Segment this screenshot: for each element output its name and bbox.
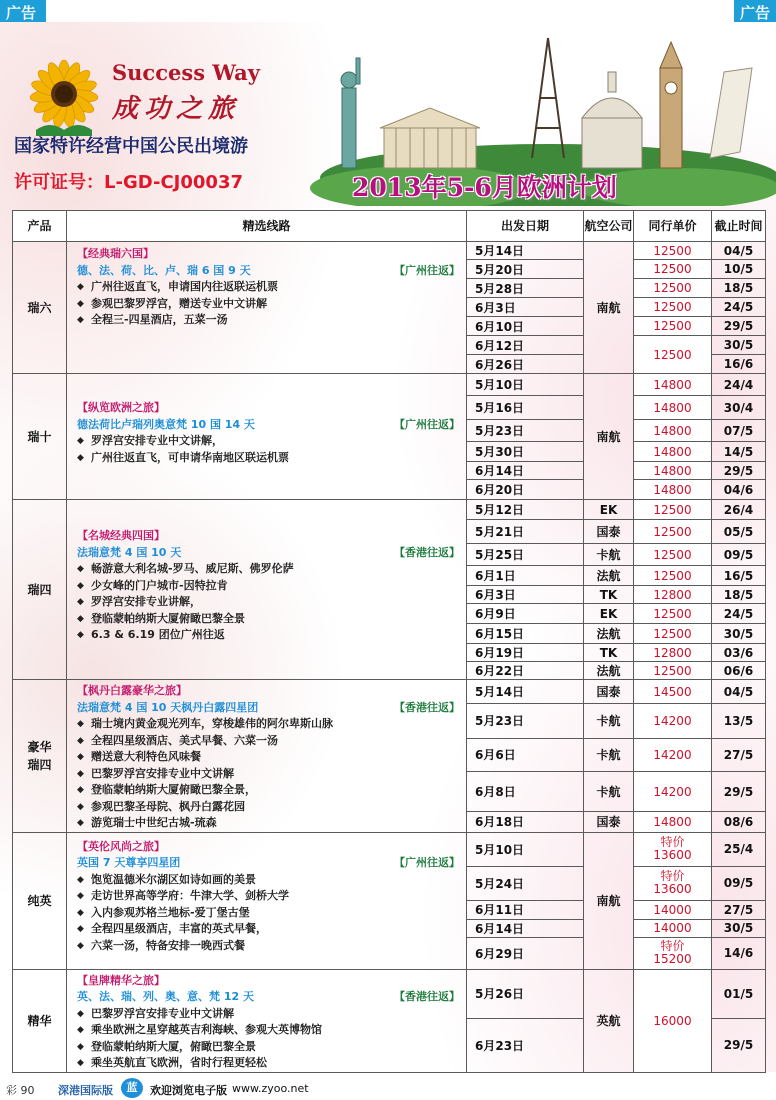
departure-date: 5月30日 (467, 442, 584, 462)
cutoff-cell: 29/5 (712, 771, 766, 811)
route-highlight: ◆ 广州往返直飞，申请国内往返联运机票 (77, 279, 460, 296)
departure-date: 5月12日 (467, 500, 584, 520)
price-value: 13600 (653, 848, 692, 862)
departure-date: 6月20日 (467, 480, 584, 500)
departure-date: 6月12日 (467, 336, 584, 355)
header-product: 产品 (13, 211, 67, 242)
header-route: 精选线路 (67, 211, 467, 242)
route-highlight: ◆ 赠送意大利特色风味餐 (77, 749, 460, 766)
departure-date: 6月3日 (467, 298, 584, 317)
route-gateway: 【香港往返】 (394, 545, 460, 559)
route-highlight: ◆ 少女峰的门户城市-因特拉肯 (77, 578, 460, 595)
cutoff-cell: 09/5 (712, 866, 766, 900)
price-cell: 12500 (634, 260, 712, 279)
price-cell: 14800 (634, 812, 712, 832)
header-price: 同行单价 (634, 211, 712, 242)
price-cell (634, 937, 712, 969)
departure-date: 6月18日 (467, 812, 584, 832)
route-highlight: ◆ 登临蒙帕纳斯大厦，俯瞰巴黎全景 (77, 1039, 460, 1056)
website-link[interactable]: www.zyoo.net (232, 1082, 309, 1095)
price-cell: 12500 (634, 298, 712, 317)
page-number: 彩 90 (6, 1084, 35, 1097)
route-cell (67, 374, 467, 500)
product-cell: 瑞四 (13, 500, 67, 680)
price-value: 15200 (653, 952, 692, 966)
price-cell: 14800 (634, 374, 712, 396)
price-cell: 14000 (634, 900, 712, 919)
route-subtitle: 【经典瑞六国】 (77, 247, 154, 260)
departure-date: 5月14日 (467, 680, 584, 704)
price-cell: 12500 (634, 500, 712, 520)
cutoff-cell: 26/4 (712, 500, 766, 520)
departure-date: 5月24日 (467, 866, 584, 900)
price-cell: 12500 (634, 317, 712, 336)
airline-cell: 国泰 (584, 520, 634, 544)
route-highlight: ◆ 参观巴黎罗浮宫，赠送专业中文讲解 (77, 296, 460, 313)
route-subtitle: 【英伦风尚之旅】 (77, 839, 165, 853)
price-cell: 12500 (634, 566, 712, 586)
departure-date: 5月25日 (467, 544, 584, 566)
route-cell (67, 832, 467, 969)
cutoff-cell: 14/5 (712, 442, 766, 462)
departure-date: 6月8日 (467, 771, 584, 811)
airline-cell: 卡航 (584, 544, 634, 566)
route-highlight: ◆ 参观巴黎圣母院、枫丹白露花园 (77, 799, 460, 816)
special-label: 特价 (660, 869, 685, 883)
route-subtitle: 【枫丹白露豪华之旅】 (77, 684, 187, 697)
table-header-row (13, 211, 766, 242)
price-cell (634, 832, 712, 866)
header (0, 22, 776, 205)
departure-date: 6月26日 (467, 355, 584, 374)
departure-date: 6月1日 (467, 566, 584, 586)
route-highlight: ◆ 瑞士境内黄金观光列车，穿梭雄伟的阿尔卑斯山脉 (77, 716, 460, 733)
route-highlight: ◆ 6.3 & 6.19 团位广州往返 (77, 627, 460, 644)
cutoff-cell: 24/4 (712, 374, 766, 396)
cutoff-cell: 07/5 (712, 420, 766, 442)
airline-cell: 法航 (584, 566, 634, 586)
route-title: 法瑞意梵 4 国 10 天枫丹白露四星团 (77, 700, 259, 714)
product-cell: 瑞六 (13, 242, 67, 374)
table-row (13, 374, 766, 396)
ad-tag-right: 广告 (734, 0, 776, 22)
departure-date: 5月20日 (467, 260, 584, 279)
airline-cell: 卡航 (584, 738, 634, 771)
route-title: 英、法、瑞、列、奥、意、梵 12 天 (77, 990, 254, 1003)
departure-date: 5月10日 (467, 832, 584, 866)
cutoff-cell: 14/6 (712, 937, 766, 969)
price-cell: 14800 (634, 462, 712, 480)
price-cell: 12500 (634, 279, 712, 298)
product-cell (13, 680, 67, 833)
route-highlight: ◆ 登临蒙帕纳斯大厦俯瞰巴黎全景， (77, 782, 460, 799)
route-highlight: ◆ 巴黎罗浮宫安排专业中文讲解 (77, 1006, 460, 1023)
cutoff-cell: 03/6 (712, 644, 766, 662)
route-title: 英国 7 天尊享四星团 (77, 856, 181, 869)
departure-date: 5月21日 (467, 520, 584, 544)
route-highlight: ◆ 罗浮宫安排专业讲解， (77, 594, 460, 611)
route-gateway: 【广州往返】 (394, 417, 460, 431)
table-row (13, 832, 766, 866)
cutoff-cell: 05/5 (712, 520, 766, 544)
airline-cell: 法航 (584, 662, 634, 680)
route-cell (67, 680, 467, 833)
brand-name-cn: 成功之旅 (112, 94, 241, 124)
route-highlight: ◆ 乘坐英航直飞欧洲，省时行程更轻松 (77, 1055, 460, 1072)
departure-date: 5月26日 (467, 969, 584, 1018)
departure-date: 6月9日 (467, 604, 584, 624)
departure-date: 6月23日 (467, 1018, 584, 1072)
airline-cell: 南航 (584, 832, 634, 969)
product-cell: 瑞十 (13, 374, 67, 500)
route-highlight: ◆ 登临蒙帕纳斯大厦俯瞰巴黎全景 (77, 611, 460, 628)
departure-date: 6月22日 (467, 662, 584, 680)
cutoff-cell: 04/6 (712, 480, 766, 500)
table-row (13, 500, 766, 520)
cutoff-cell: 06/6 (712, 662, 766, 680)
edition-label: 深港国际版 (58, 1084, 113, 1097)
cutoff-cell: 18/5 (712, 279, 766, 298)
route-highlight: ◆ 全程四星级酒店，丰富的英式早餐， (77, 921, 460, 938)
cutoff-cell: 13/5 (712, 704, 766, 738)
header-date: 出发日期 (467, 211, 584, 242)
price-cell: 12500 (634, 604, 712, 624)
route-title: 德法荷比卢瑞列奥意梵 10 国 14 天 (77, 417, 255, 431)
cutoff-cell: 04/5 (712, 680, 766, 704)
product-cell: 精华 (13, 969, 67, 1072)
price-cell: 16000 (634, 969, 712, 1072)
route-highlight: ◆ 罗浮宫安排专业中文讲解， (77, 433, 460, 450)
price-cell: 12500 (634, 336, 712, 374)
route-highlight: ◆ 广州往返直飞，可申请华南地区联运机票 (77, 450, 460, 467)
cutoff-cell: 29/5 (712, 462, 766, 480)
route-subtitle: 【皇牌精华之旅】 (77, 973, 165, 987)
route-highlight: ◆ 六菜一汤，特备安排一晚西式餐 (77, 938, 460, 955)
route-gateway: 【广州往返】 (394, 263, 460, 277)
price-cell: 12800 (634, 586, 712, 604)
price-cell (634, 866, 712, 900)
route-cell (67, 500, 467, 680)
departure-date: 5月28日 (467, 279, 584, 298)
departure-date: 6月14日 (467, 919, 584, 937)
airline-cell: EK (584, 604, 634, 624)
cutoff-cell: 24/5 (712, 604, 766, 624)
edition-badge: 蓝 (121, 1078, 143, 1098)
departure-date: 6月6日 (467, 738, 584, 771)
departure-date: 6月10日 (467, 317, 584, 336)
airline-cell: 南航 (584, 242, 634, 374)
welcome-text: 欢迎浏览电子版 (150, 1084, 227, 1097)
route-gateway: 【广州往返】 (394, 856, 460, 869)
special-label: 特价 (660, 835, 685, 849)
cutoff-cell: 16/6 (712, 355, 766, 374)
airline-cell: 国泰 (584, 812, 634, 832)
route-highlight: ◆ 全程四星级酒店、美式早餐、六菜一汤 (77, 733, 460, 750)
route-gateway: 【香港往返】 (394, 700, 460, 714)
cutoff-cell: 01/5 (712, 969, 766, 1018)
price-cell: 14000 (634, 919, 712, 937)
price-cell: 12500 (634, 544, 712, 566)
cutoff-cell: 16/5 (712, 566, 766, 586)
route-highlight: ◆ 饱览温德米尔湖区如诗如画的美景 (77, 872, 460, 889)
route-title: 德、法、荷、比、卢、瑞 6 国 9 天 (77, 263, 251, 277)
airline-cell: 卡航 (584, 704, 634, 738)
cutoff-cell: 30/5 (712, 336, 766, 355)
departure-date: 6月14日 (467, 462, 584, 480)
route-gateway: 【香港往返】 (394, 990, 460, 1003)
price-cell: 14500 (634, 680, 712, 704)
product-cell: 纯英 (13, 832, 67, 969)
airline-cell: 卡航 (584, 771, 634, 811)
price-cell: 14200 (634, 738, 712, 771)
tagline: 国家特许经营中国公民出境游 (14, 136, 248, 157)
airline-cell: 英航 (584, 969, 634, 1072)
cutoff-cell: 25/4 (712, 832, 766, 866)
departure-date: 5月16日 (467, 396, 584, 420)
tour-schedule-table (12, 210, 766, 1073)
sunflower-logo-icon (22, 56, 106, 140)
ad-tag-left: 广告 (0, 0, 46, 22)
price-cell: 14800 (634, 480, 712, 500)
route-highlight: ◆ 入内参观苏格兰地标-爱丁堡古堡 (77, 905, 460, 922)
departure-date: 6月29日 (467, 937, 584, 969)
header-airline: 航空公司 (584, 211, 634, 242)
cutoff-cell: 10/5 (712, 260, 766, 279)
price-cell: 14800 (634, 420, 712, 442)
cutoff-cell: 29/5 (712, 1018, 766, 1072)
price-cell: 12500 (634, 242, 712, 260)
route-subtitle: 【纵览欧洲之旅】 (77, 401, 165, 414)
route-subtitle: 【名城经典四国】 (77, 529, 165, 542)
special-label: 特价 (660, 939, 685, 953)
page-footer (0, 1078, 776, 1100)
route-title: 法瑞意梵 4 国 10 天 (77, 545, 182, 559)
promo-title: 2013年5-6月欧洲计划 (352, 173, 617, 202)
route-cell (67, 969, 467, 1072)
airline-cell: TK (584, 644, 634, 662)
airline-cell: 国泰 (584, 680, 634, 704)
header-cutoff: 截止时间 (712, 211, 766, 242)
price-cell: 14200 (634, 771, 712, 811)
cutoff-cell: 27/5 (712, 738, 766, 771)
route-highlight: ◆ 走访世界高等学府：牛津大学、剑桥大学 (77, 888, 460, 905)
route-highlight: ◆ 畅游意大利名城-罗马、威尼斯、佛罗伦萨 (77, 561, 460, 578)
price-cell: 12500 (634, 624, 712, 644)
cutoff-cell: 24/5 (712, 298, 766, 317)
route-cell (67, 242, 467, 374)
price-value: 13600 (653, 882, 692, 896)
cutoff-cell: 04/5 (712, 242, 766, 260)
route-highlight: ◆ 全程三-四星酒店，五菜一汤 (77, 312, 460, 329)
cutoff-cell: 30/5 (712, 624, 766, 644)
cutoff-cell: 08/6 (712, 812, 766, 832)
cutoff-cell: 29/5 (712, 317, 766, 336)
route-highlight: ◆ 乘坐欧洲之星穿越英吉利海峡、参观大英博物馆 (77, 1022, 460, 1039)
price-cell: 14200 (634, 704, 712, 738)
brand-name-en: Success Way (112, 60, 260, 85)
cutoff-cell: 18/5 (712, 586, 766, 604)
departure-date: 6月15日 (467, 624, 584, 644)
price-cell: 12800 (634, 644, 712, 662)
cutoff-cell: 30/5 (712, 919, 766, 937)
departure-date: 5月23日 (467, 704, 584, 738)
cutoff-cell: 09/5 (712, 544, 766, 566)
route-highlight: ◆ 巴黎罗浮宫安排专业中文讲解 (77, 766, 460, 783)
airline-cell: TK (584, 586, 634, 604)
departure-date: 5月14日 (467, 242, 584, 260)
price-cell: 14800 (634, 396, 712, 420)
table-row (13, 969, 766, 1018)
airline-cell: 法航 (584, 624, 634, 644)
departure-date: 6月19日 (467, 644, 584, 662)
route-highlight: ◆ 游览瑞士中世纪古城-琉森 (77, 815, 460, 832)
price-cell: 14800 (634, 442, 712, 462)
departure-date: 5月10日 (467, 374, 584, 396)
price-cell: 12500 (634, 662, 712, 680)
product-name: 豪华瑞四 (27, 739, 52, 772)
license-number: 许可证号：L-GD-CJ00037 (14, 172, 243, 193)
cutoff-cell: 27/5 (712, 900, 766, 919)
cutoff-cell: 30/4 (712, 396, 766, 420)
table-row (13, 680, 766, 704)
departure-date: 6月11日 (467, 900, 584, 919)
table-row (13, 242, 766, 260)
departure-date: 6月3日 (467, 586, 584, 604)
departure-date: 5月23日 (467, 420, 584, 442)
airline-cell: EK (584, 500, 634, 520)
airline-cell: 南航 (584, 374, 634, 500)
price-cell: 12500 (634, 520, 712, 544)
